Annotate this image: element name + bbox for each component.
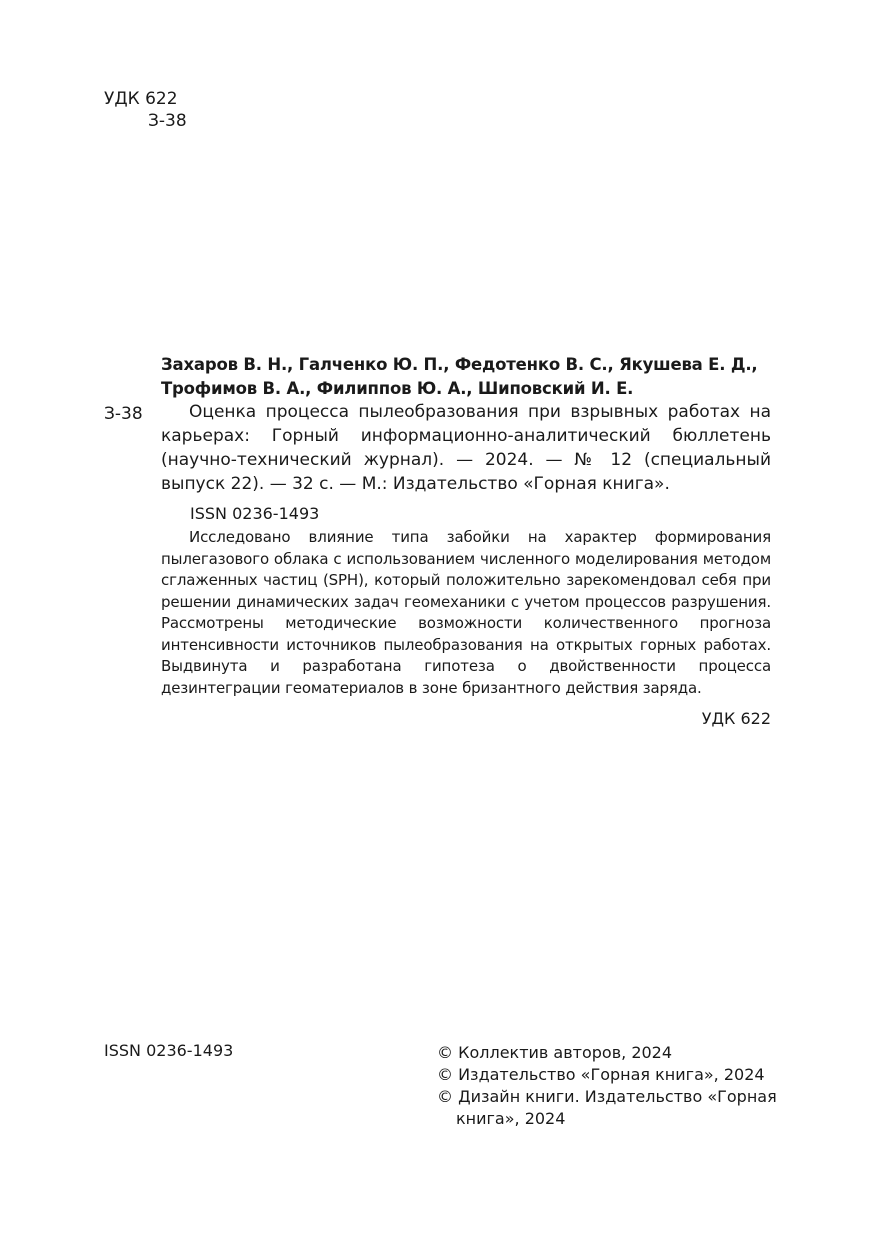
copyright-authors: © Коллектив авторов, 2024 bbox=[437, 1043, 673, 1062]
author-sign-code: З-38 bbox=[148, 111, 187, 131]
side-author-sign: З-38 bbox=[104, 404, 143, 424]
udk-entry: УДК 622 bbox=[701, 709, 771, 728]
authors-block bbox=[161, 353, 781, 401]
udk-header bbox=[104, 88, 187, 132]
authors-line-1: Захаров В. Н., Галченко Ю. П., Федотенко В. С., Якушева Е. Д., bbox=[161, 355, 758, 374]
issn-footer: ISSN 0236-1493 bbox=[104, 1041, 234, 1060]
udk-label: УДК 622 bbox=[104, 89, 178, 109]
copyright-design: © Дизайн книги. Издательство «Горная bbox=[437, 1087, 777, 1106]
issn-entry: ISSN 0236-1493 bbox=[190, 504, 320, 523]
copyright-design-continued: книга», 2024 bbox=[456, 1109, 566, 1128]
abstract-text: Исследовано влияние типа забойки на характер формирования пылегазового облака с использованием численного моделирования методом сглаженных частиц (SPH), который положительно зарекомендовал себя при решении динамических задач геомеханики с учетом процессов разрушения. Рассмотрены методические возможности количественного прогноза интенсивности источников пылеобразования на открытых горных работах. Выдвинута и разработана гипотеза о двойственности процесса дезинтеграции геоматериалов в зоне бризантного действия заряда. bbox=[161, 528, 771, 697]
copyright-publisher: © Издательство «Горная книга», 2024 bbox=[437, 1065, 765, 1084]
authors-line-2: Трофимов В. А., Филиппов Ю. А., Шиповский И. Е. bbox=[161, 379, 634, 398]
bibliographic-description: Оценка процесса пылеобразования при взрывных работах на карьерах: Горный информационно-аналитический бюллетень (научно-технический журнал). — 2024. — № 12 (специальный выпуск 22). — 32 с. — М.: Издательство «Горная книга». bbox=[161, 402, 771, 494]
copyright-block bbox=[437, 1042, 782, 1130]
